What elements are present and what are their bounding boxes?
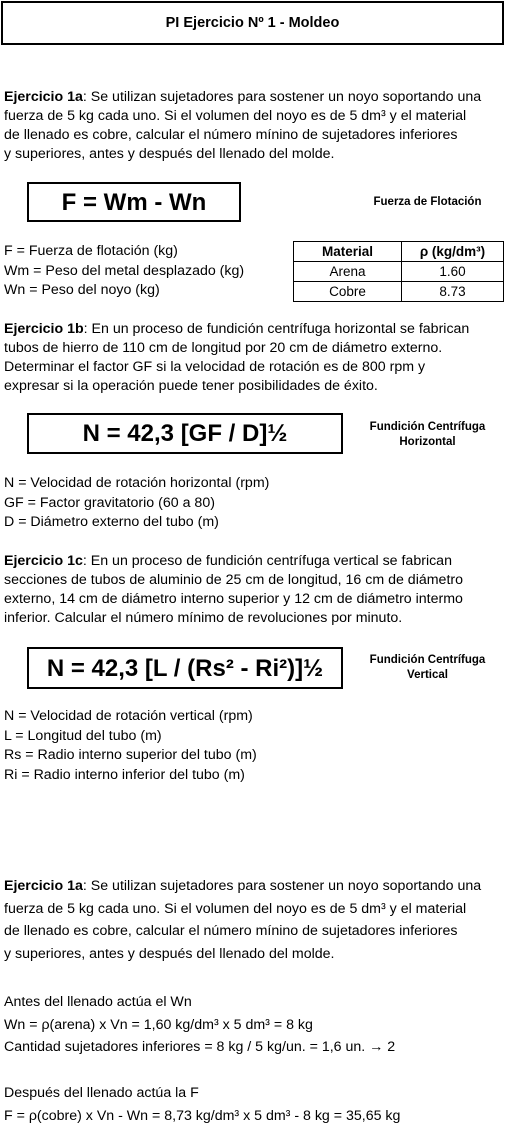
page-title: PI Ejercicio Nº 1 - Moldeo [1, 1, 504, 45]
definition-line: F = Fuerza de flotación (kg) [4, 243, 178, 259]
definition-line: D = Diámetro externo del tubo (m) [4, 514, 219, 530]
solution-line: Wn = ρ(arena) x Vn = 1,60 kg/dm³ x 5 dm³ = 8 kg [4, 1016, 313, 1033]
table-cell: Cobre [294, 282, 402, 302]
exercise-text: : En un proceso de fundición centrífuga horizontal se fabrican [83, 321, 470, 337]
exercise-label: Ejercicio 1c [4, 553, 83, 569]
exercise-text: de llenado es cobre, calcular el número mínino de sujetadores inferiores [4, 127, 458, 143]
exercise-text: inferior. Calcular el número mínimo de revoluciones por minuto. [4, 610, 403, 626]
definitions-horizontal [4, 474, 269, 533]
definitions-buoyancy [4, 242, 244, 301]
exercise-text: de llenado es cobre, calcular el número mínino de sujetadores inferiores [4, 923, 458, 940]
definition-line: Wm = Peso del metal desplazado (kg) [4, 262, 245, 279]
caption-line: Horizontal [399, 436, 456, 448]
solution-line: Cantidad sujetadores inferiores = 8 kg / 5 kg/un. = 1,6 un. → 2 [4, 1039, 396, 1056]
exercise-1b [4, 320, 507, 396]
solution-line: Después del llenado actúa la F [4, 1085, 199, 1101]
exercise-text: : En un proceso de fundición centrífuga vertical se fabrican [82, 553, 452, 569]
definition-line: N = Velocidad de rotación vertical (rpm) [4, 708, 253, 724]
caption-line: Fundición Centrífuga [369, 421, 486, 433]
exercise-text: tubos de hierro de 110 cm de longitud por 20 cm de diámetro externo. [4, 340, 443, 356]
definition-line: GF = Factor gravitatorio (60 a 80) [4, 494, 215, 511]
exercise-1a-solution-statement [4, 877, 507, 968]
exercise-1c [4, 552, 507, 628]
table-cell: Arena [294, 262, 402, 282]
exercise-label: Ejercicio 1b [4, 321, 84, 337]
formula-vertical-centrifugal: N = 42,3 [L / (Rs² - Ri²)]½ [27, 647, 343, 689]
solution-line: F = ρ(cobre) x Vn - Wn = 8,73 kg/dm³ x 5 dm³ - 8 kg = 35,65 kg [4, 1107, 401, 1124]
formula-caption [345, 420, 507, 450]
table-cell: 1.60 [402, 262, 504, 282]
definition-line: Wn = Peso del noyo (kg) [4, 282, 160, 298]
exercise-text: secciones de tubos de aluminio de 25 cm de longitud, 16 cm de diámetro [4, 572, 464, 588]
caption-line: Vertical [407, 669, 448, 681]
definitions-vertical [4, 707, 257, 785]
exercise-label: Ejercicio 1a [4, 878, 83, 894]
exercise-text: : Se utilizan sujetadores para sostener un noyo soportando una [82, 878, 482, 894]
table-header-cell: ρ (kg/dm³) [402, 242, 504, 262]
definition-line: L = Longitud del tubo (m) [4, 727, 162, 744]
table-row [294, 262, 504, 282]
exercise-text: y superiores, antes y después del llenado del molde. [4, 146, 335, 162]
definition-line: Rs = Radio interno superior del tubo (m) [4, 747, 257, 763]
exercise-text: fuerza de 5 kg cada uno. Si el volumen del noyo es de 5 dm³ y el material [4, 108, 467, 124]
definition-line: N = Velocidad de rotación horizontal (rpm) [4, 475, 270, 491]
definition-line: Ri = Radio interno inferior del tubo (m) [4, 766, 245, 783]
solution-after-filling [4, 1084, 507, 1129]
caption-line: Fundición Centrífuga [369, 654, 486, 666]
exercise-text: : Se utilizan sujetadores para sostener un noyo soportando una [82, 89, 482, 105]
exercise-text: fuerza de 5 kg cada uno. Si el volumen del noyo es de 5 dm³ y el material [4, 900, 467, 917]
solution-line: Antes del llenado actúa el Wn [4, 994, 192, 1010]
formula-caption: Fuerza de Flotación [373, 196, 482, 208]
table-row [294, 282, 504, 302]
exercise-1a [4, 88, 507, 164]
table-cell: 8.73 [402, 282, 504, 302]
exercise-text: Determinar el factor GF si la velocidad de rotación es de 800 rpm y [4, 359, 426, 375]
formula-horizontal-centrifugal: N = 42,3 [GF / D]½ [27, 413, 343, 454]
formula-caption [345, 653, 507, 683]
solution-before-filling [4, 993, 507, 1061]
formula-buoyancy: F = Wm - Wn [27, 182, 241, 222]
table-header-cell: Material [294, 242, 402, 262]
material-density-table [293, 241, 504, 302]
exercise-text: expresar si la operación puede tener posibilidades de éxito. [4, 378, 378, 394]
exercise-text: externo, 14 cm de diámetro interno superior y 12 cm de diámetro intermo [4, 591, 463, 607]
exercise-text: y superiores, antes y después del llenado del molde. [4, 946, 335, 963]
table-header-row [294, 242, 504, 262]
exercise-label: Ejercicio 1a [4, 89, 83, 105]
